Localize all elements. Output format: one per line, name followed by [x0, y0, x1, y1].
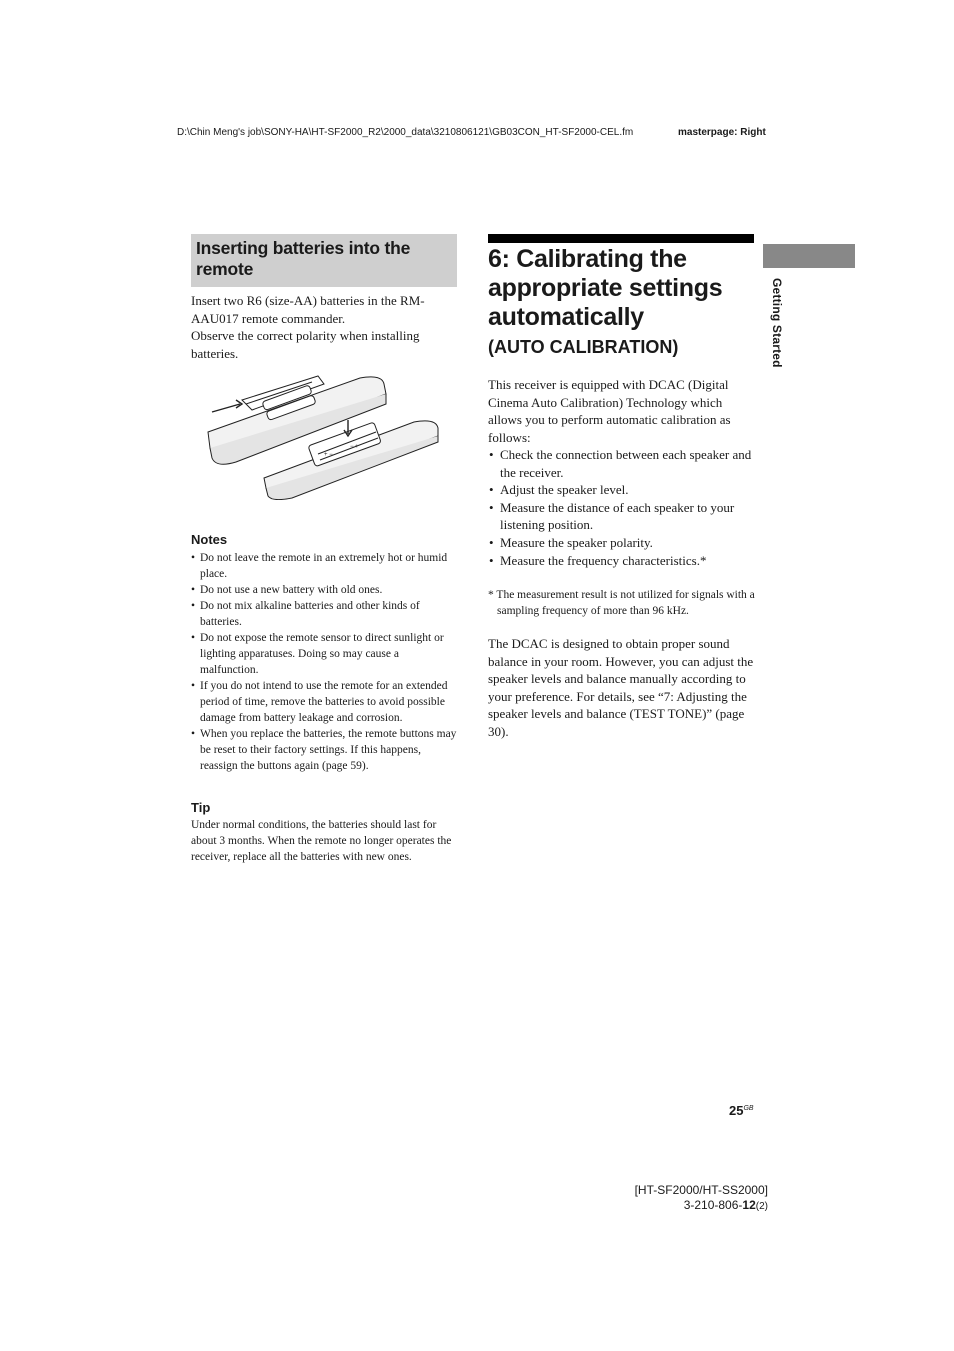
file-path-header: D:\Chin Meng's job\SONY-HA\HT-SF2000_R2\2000_data\3210806121\GB03CON_HT-SF2000-CEL.fm [177, 127, 634, 138]
side-tab-marker [763, 244, 855, 268]
description-paragraph [488, 376, 756, 446]
page-number-suffix: GB [743, 1105, 754, 1112]
footer-code-suffix: (2) [755, 1201, 768, 1212]
tip-heading: Tip [191, 800, 211, 815]
description-text: This receiver is equipped with DCAC (Digital Cinema Auto Calibration) Technology which allows you to perform automatic calibration as follows: [488, 377, 731, 445]
tip-text: Under normal conditions, the batteries should last for about 3 months. When the remote no longer operates the receiver, replace all the batteries with new ones. [191, 819, 452, 863]
feature-item: • Measure the distance of each speaker to your listening position. [488, 499, 756, 534]
feature-item: • Adjust the speaker level. [488, 481, 756, 499]
intro-line-1: Insert two R6 (size-AA) batteries in the RM-AAU017 remote commander. [191, 293, 425, 326]
masterpage-label: masterpage: Right [678, 127, 766, 138]
title-rule [488, 234, 754, 243]
footer-code [600, 1198, 768, 1214]
intro-paragraph [191, 292, 457, 362]
page-number [729, 1103, 754, 1118]
svg-text:− +: − + [350, 444, 359, 450]
feature-item: • Measure the speaker polarity. [488, 534, 756, 552]
note-item: • Do not leave the remote in an extremely hot or humid place. [191, 550, 459, 582]
feature-item: • Measure the frequency characteristics.* [488, 552, 756, 570]
note-item: • When you replace the batteries, the remote buttons may be reset to their factory settings. If this happens, reassign the buttons again (page 59). [191, 726, 459, 774]
section-title: Inserting batteries into the remote [196, 238, 411, 279]
side-tab-label: Getting Started [770, 278, 784, 368]
footnote: * The measurement result is not utilized for signals with a sampling frequency of more than 96 kHz. [488, 589, 755, 617]
svg-text:+ −: + − [324, 452, 333, 458]
footer-model: [HT-SF2000/HT-SS2000] [634, 1183, 768, 1197]
page-subtitle: (AUTO CALIBRATION) [488, 337, 679, 357]
note-item: • If you do not intend to use the remote for an extended period of time, remove the batteries to avoid possible damage from battery leakage and corrosion. [191, 678, 459, 726]
intro-line-2: Observe the correct polarity when installing batteries. [191, 328, 420, 361]
note-item: • Do not expose the remote sensor to direct sunlight or lighting apparatuses. Doing so may cause a malfunction. [191, 630, 459, 678]
page-number-value: 25 [729, 1103, 744, 1118]
feature-item: • Check the connection between each speaker and the receiver. [488, 446, 756, 481]
features-list [488, 446, 756, 569]
footer [600, 1183, 768, 1214]
note-item: • Do not mix alkaline batteries and other kinds of batteries. [191, 598, 459, 630]
notes-list [191, 550, 459, 774]
notes-heading: Notes [191, 532, 228, 547]
footer-code-prefix: 3-210-806- [683, 1198, 743, 1212]
remote-battery-insertion-illustration [200, 370, 445, 500]
note-item: • Do not use a new battery with old ones. [191, 582, 459, 598]
dcac-paragraph: The DCAC is designed to obtain proper sound balance in your room. However, you can adjust the speaker levels and balance manually according to your preference. For details, see “7: Adjusting the speaker levels and balance (TEST TONE)” (page 30). [488, 636, 754, 739]
page-title: 6: Calibrating the appropriate settings automatically [488, 245, 723, 331]
footer-code-bold: 12 [742, 1198, 756, 1212]
